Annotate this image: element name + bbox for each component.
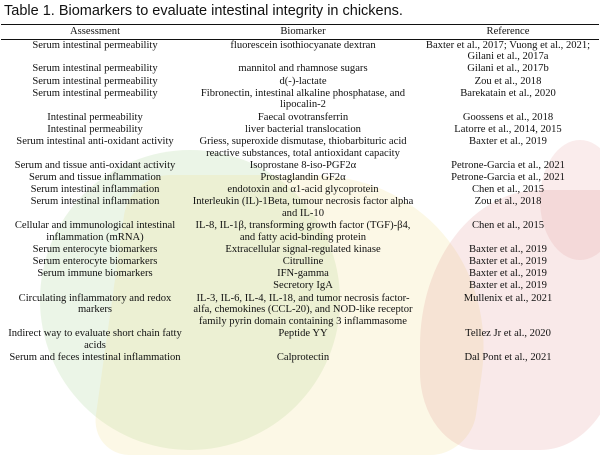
cell-assessment — [1, 280, 189, 292]
cell-reference: Zou et al., 2018 — [474, 75, 542, 87]
cell-reference: Baxter et al., 2019 — [469, 135, 547, 147]
cell-reference: Chen et al., 2015 — [471, 184, 545, 196]
table-header — [1, 25, 599, 40]
cell-reference: Mullenix et al., 2021 — [463, 292, 553, 304]
table-row — [1, 196, 599, 220]
table-row — [1, 352, 599, 364]
cell-reference: Baxter et al., 2019 — [469, 268, 547, 280]
cell-assessment: Serum intestinal inflammation — [30, 184, 160, 196]
cell-biomarker: mannitol and rhamnose sugars — [238, 63, 368, 75]
cell-reference: Baxter et al., 2019 — [469, 256, 547, 267]
table-row — [1, 328, 599, 352]
table-row — [1, 172, 599, 184]
cell-assessment: Serum intestinal anti-oxidant activity — [16, 135, 174, 147]
table-body — [1, 39, 599, 364]
cell-biomarker: IL-8, IL-1β, transforming growth factor (TGF)-β4, and fatty acid-binding protein — [195, 220, 411, 243]
cell-biomarker: IL-3, IL-6, IL-4, IL-18, and tumor necrosis factor-alfa, chemokines (CCL-20), and NOD-like receptor family pyrin domain containing 3 inflammasome — [193, 292, 413, 327]
cell-assessment: Serum immune biomarkers — [37, 268, 153, 280]
cell-assessment: Serum enterocyte biomarkers — [32, 256, 158, 267]
cell-reference: Goossens et al., 2018 — [462, 111, 554, 123]
cell-assessment: Circulating inflammatory and redox markers — [18, 292, 172, 316]
cell-reference: Tellez Jr et al., 2020 — [465, 327, 551, 339]
header-biomarker: Biomarker — [189, 25, 417, 40]
cell-reference: Latorre et al., 2014, 2015 — [454, 123, 562, 135]
cell-biomarker: Griess, superoxide dismutase, thiobarbituric acid reactive substances, total antioxidant capacity — [199, 135, 407, 159]
cell-biomarker: Prostaglandin GF2α — [260, 171, 346, 183]
cell-biomarker: Faecal ovotransferrin — [257, 111, 349, 123]
table-row — [1, 268, 599, 280]
header-row — [1, 25, 599, 40]
table-row — [1, 88, 599, 112]
cell-biomarker: Secretory IgA — [273, 280, 333, 292]
table-caption: Table 1. Biomarkers to evaluate intestinal integrity in chickens. — [4, 3, 403, 19]
cell-assessment: Serum and tissue inflammation — [28, 171, 162, 183]
cell-assessment: Intestinal permeability — [47, 111, 143, 123]
table-row — [1, 124, 599, 136]
table-row — [1, 63, 599, 75]
cell-biomarker: Isoprostane 8-iso-PGF2α — [249, 159, 357, 171]
cell-assessment: Indirect way to evaluate short chain fatty acids — [8, 327, 182, 351]
cell-assessment: Serum intestinal permeability — [32, 63, 158, 75]
cell-reference: Petrone-Garcia et al., 2021 — [451, 159, 565, 171]
header-reference: Reference — [417, 25, 599, 40]
table-row — [1, 136, 599, 160]
cell-biomarker: endotoxin and α1-acid glycoprotein — [227, 184, 379, 196]
table-row — [1, 184, 599, 196]
table-container — [0, 24, 600, 364]
cell-biomarker: Citrulline — [282, 256, 324, 267]
cell-reference: Dal Pont et al., 2021 — [464, 351, 552, 363]
cell-reference: Chen et al., 2015 — [471, 220, 545, 232]
cell-reference: Baxter et al., 2019 — [469, 280, 547, 292]
table-row — [1, 39, 599, 63]
cell-reference: Zou et al., 2018 — [474, 196, 542, 208]
table-row — [1, 244, 599, 256]
table-row — [1, 160, 599, 172]
cell-biomarker: Fibronectin, intestinal alkaline phosphatase, and lipocalin-2 — [200, 87, 406, 111]
cell-assessment: Cellular and immunological intestinal inflammation (mRNA) — [14, 220, 176, 243]
cell-biomarker: fluorescein isothiocyanate dextran — [230, 39, 376, 51]
header-assessment: Assessment — [1, 25, 189, 40]
biomarkers-table — [1, 24, 599, 364]
cell-biomarker: Interleukin (IL)-1Beta, tumour necrosis factor alpha and IL-10 — [192, 196, 414, 219]
cell-assessment: Intestinal permeability — [47, 123, 143, 135]
cell-assessment: Serum enterocyte biomarkers — [32, 243, 158, 255]
cell-biomarker: IFN-gamma — [277, 268, 329, 280]
cell-biomarker: Calprotectin — [276, 351, 330, 363]
table-row — [1, 280, 599, 292]
cell-reference: Baxter et al., 2017; Vuong et al., 2021; Gilani et al., 2017a — [425, 39, 591, 63]
table-row — [1, 76, 599, 88]
cell-biomarker: Extracellular signal-regulated kinase — [225, 243, 381, 255]
cell-reference: Gilani et al., 2017b — [467, 63, 549, 75]
cell-biomarker: d(-)-lactate — [279, 75, 327, 87]
cell-assessment: Serum intestinal inflammation — [30, 196, 160, 208]
table-row — [1, 112, 599, 124]
table-row — [1, 256, 599, 268]
cell-reference: Baxter et al., 2019 — [469, 243, 547, 255]
table-row — [1, 293, 599, 328]
cell-assessment: Serum intestinal permeability — [32, 87, 158, 99]
cell-assessment: Serum and tissue anti-oxidant activity — [14, 159, 176, 171]
cell-assessment: Serum and feces intestinal inflammation — [9, 351, 181, 363]
cell-reference: Barekatain et al., 2020 — [460, 87, 556, 99]
table-row — [1, 220, 599, 244]
cell-assessment: Serum intestinal permeability — [32, 75, 158, 87]
cell-biomarker: Peptide YY — [278, 327, 328, 339]
cell-reference: Petrone-Garcia et al., 2021 — [451, 171, 565, 183]
cell-biomarker: liver bacterial translocation — [245, 123, 361, 135]
cell-assessment: Serum intestinal permeability — [32, 39, 158, 51]
